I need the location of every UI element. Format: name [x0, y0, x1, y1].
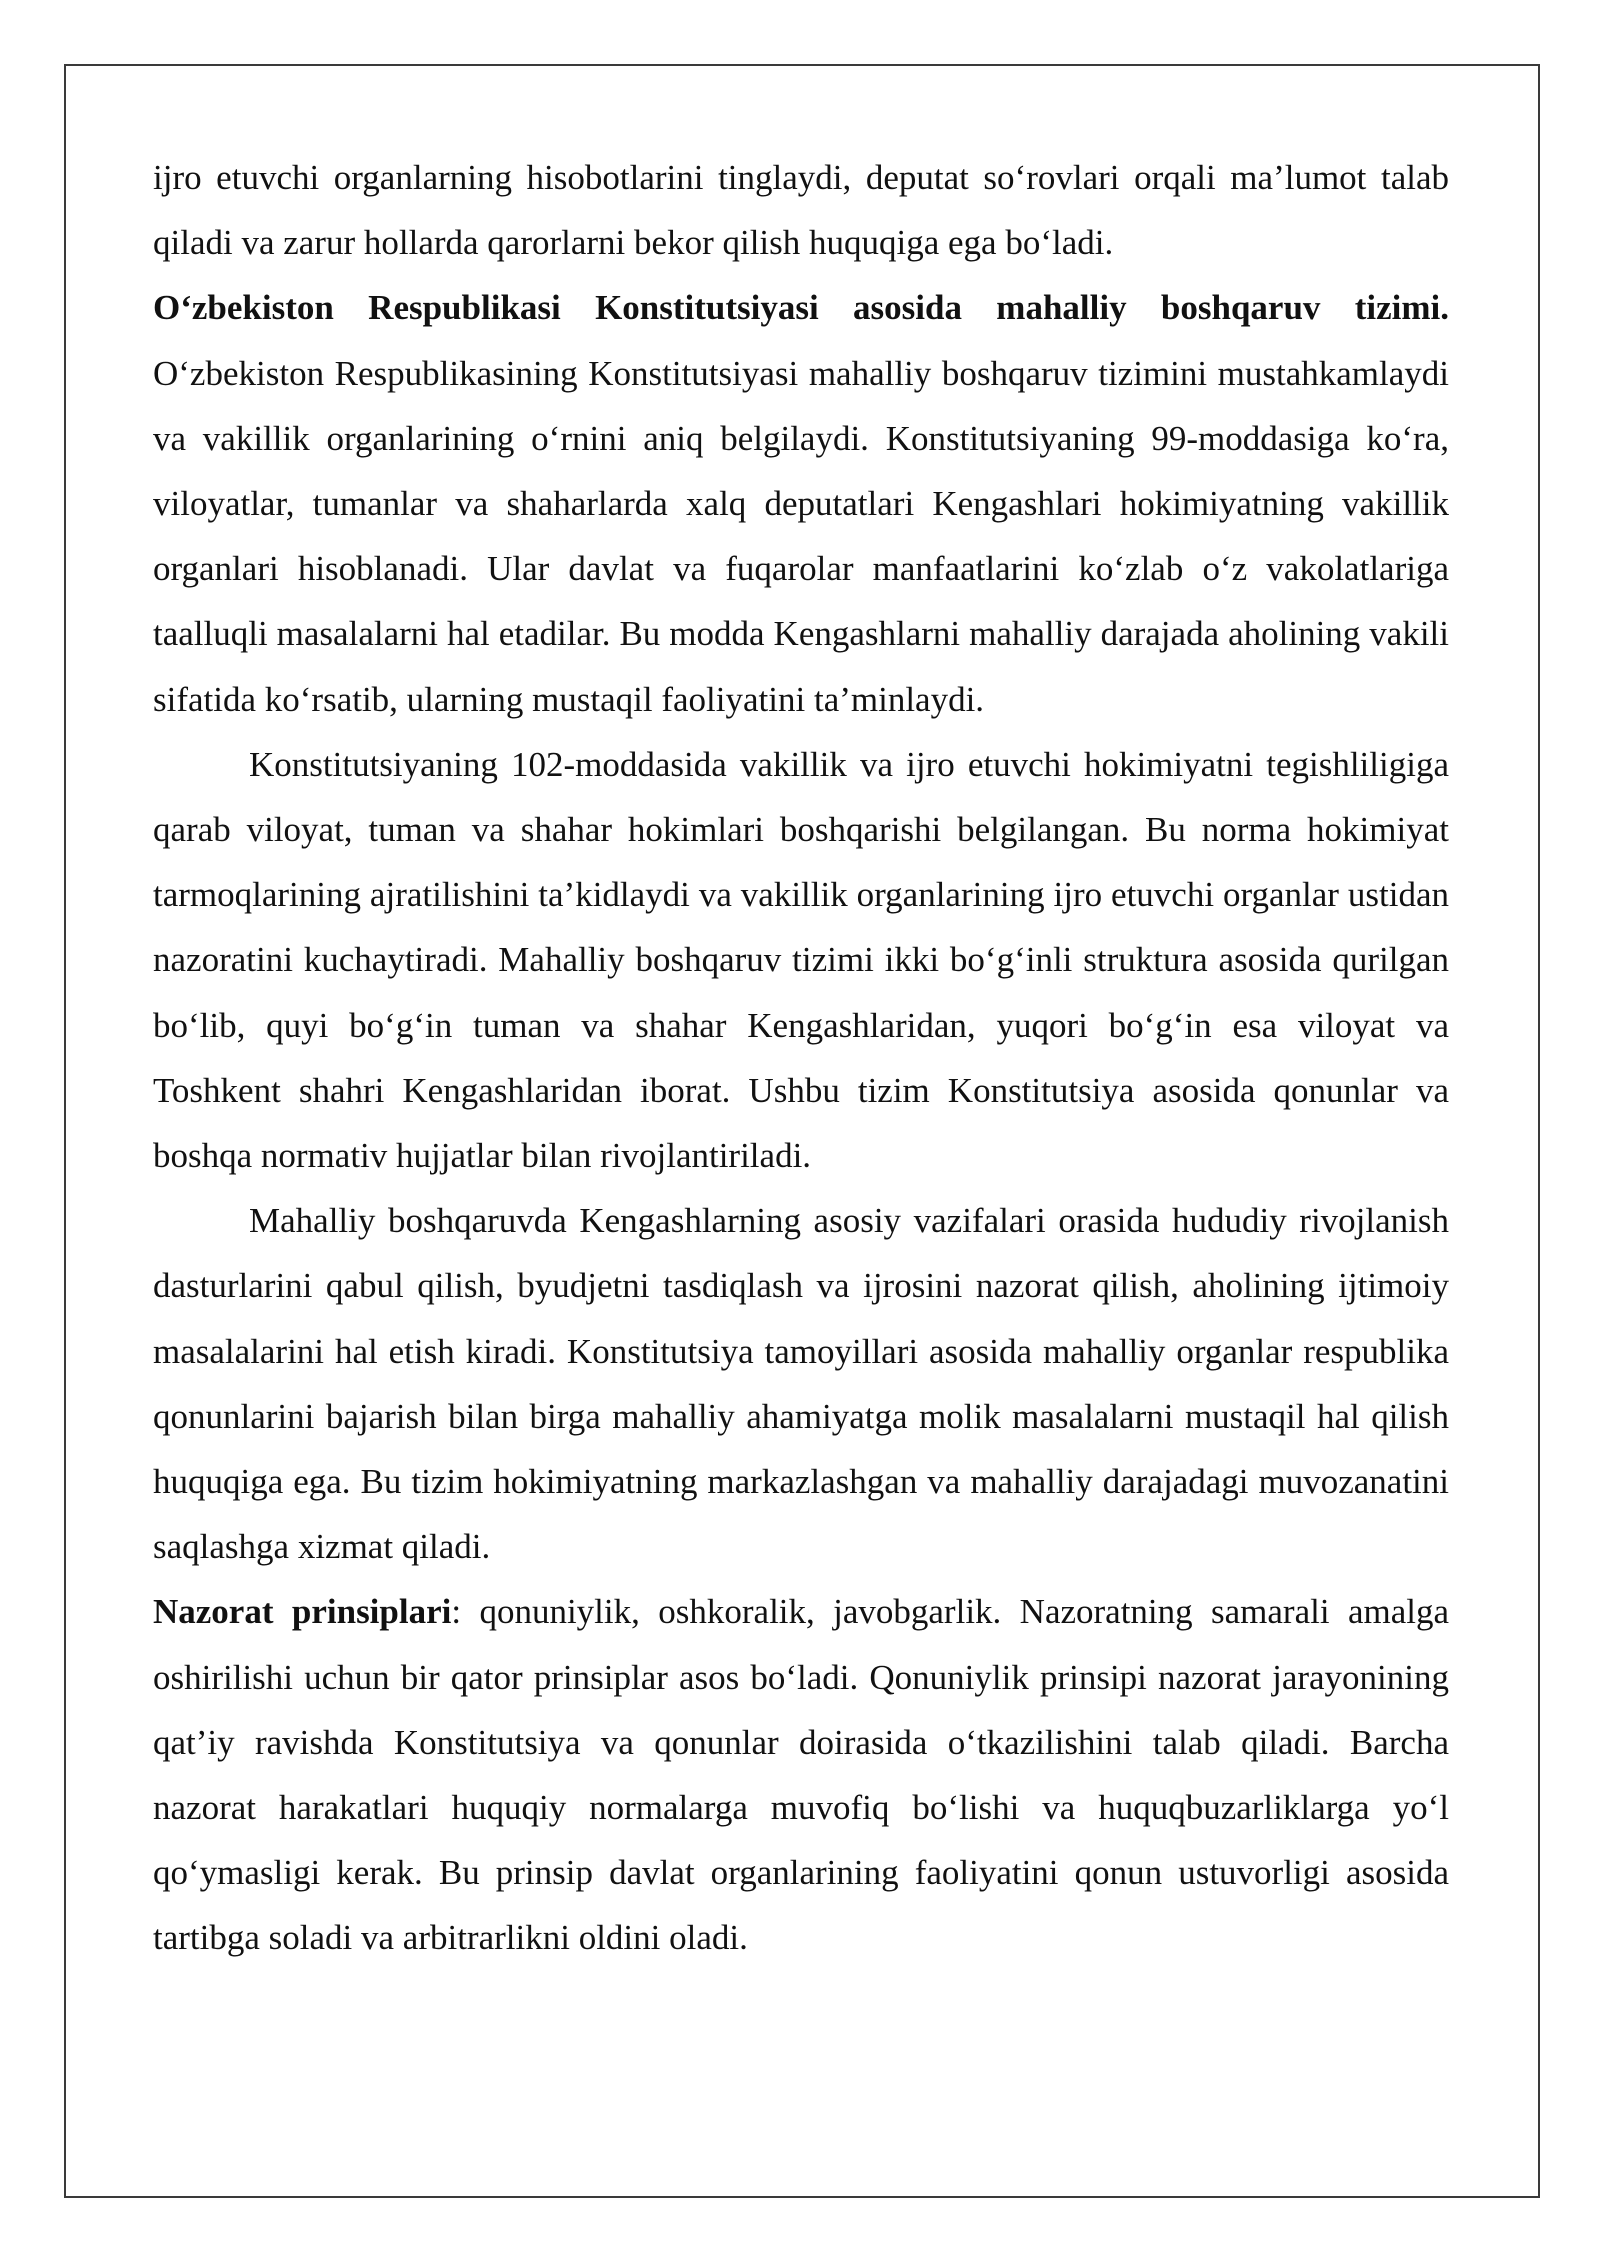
section-heading-local-government: O‘zbekiston Respublikasi Konstitutsiyasi asosida mahalliy boshqaruv tizimi.	[153, 288, 1449, 328]
paragraph-text: Mahalliy boshqaruvda Kengashlarning asosiy vazifalari orasida hududiy rivojlanish dasturlarini qabul qilish, byudjetni tasdiqlash va ijrosini nazorat qilish, aholining ijtimoiy masalalarini hal etish kiradi. Konstitutsiya tamoyillari asosida mahalliy organlar respublika qonunlarini bajarish bilan birga mahalliy ahamiyatga molik masalalarni mustaqil hal qilish huquqiga ega. Bu tizim hokimiyatning markazlashgan va mahalliy darajadagi muvozanatini saqlashga xizmat qiladi.	[153, 1201, 1449, 1567]
paragraph-text: O‘zbekiston Respublikasining Konstitutsiyasi mahalliy boshqaruv tizimini mustahkamlaydi va vakillik organlarining o‘rnini aniq belgilaydi. Konstitutsiyaning 99-moddasiga ko‘ra, viloyatlar, tumanlar va shaharlarda xalq deputatlari Kengashlari hokimiyatning vakillik organlari hisoblanadi. Ular davlat va fuqarolar manfaatlarini ko‘zlab o‘z vakolatlariga taalluqli masalalarni hal etadilar. Bu modda Kengashlarni mahalliy darajada aholining vakili sifatida ko‘rsatib, ularning mustaqil faoliyatini ta’minlaydi.	[153, 353, 1449, 719]
section-heading-control-principles: Nazorat prinsiplari	[153, 1592, 452, 1632]
paragraph-council-tasks	[153, 1188, 1449, 1579]
paragraph-text: : qonuniylik, oshkoralik, javobgarlik. Nazoratning samarali amalga oshirilishi uchun bir qator prinsiplar asos bo‘ladi. Qonuniylik prinsipi nazorat jarayonining qat’iy ravishda Konstitutsiya va qonunlar doirasida o‘tkazilishini talab qiladi. Barcha nazorat harakatlari huquqiy normalarga muvofiq bo‘lishi va huquqbuzarliklarga yo‘l qo‘ymasligi kerak. Bu prinsip davlat organlarining faoliyatini qonun ustuvorligi asosida tartibga soladi va arbitrarlikni oldini oladi.	[153, 1592, 1449, 1958]
paragraph-continuation	[153, 145, 1449, 275]
paragraph-text: ijro etuvchi organlarning hisobotlarini tinglaydi, deputat so‘rovlari orqali ma’lumot talab qiladi va zarur hollarda qarorlarni bekor qilish huquqiga ega bo‘ladi.	[153, 158, 1449, 263]
document-body	[153, 145, 1449, 1971]
paragraph-article-102	[153, 732, 1449, 1188]
paragraph-control-principles	[153, 1579, 1449, 1970]
paragraph-local-government-system	[153, 275, 1449, 731]
paragraph-text: Konstitutsiyaning 102-moddasida vakillik va ijro etuvchi hokimiyatni tegishliligiga qarab viloyat, tuman va shahar hokimlari boshqarishi belgilangan. Bu norma hokimiyat tarmoqlarining ajratilishini ta’kidlaydi va vakillik organlarining ijro etuvchi organlar ustidan nazoratini kuchaytiradi. Mahalliy boshqaruv tizimi ikki bo‘g‘inli struktura asosida qurilgan bo‘lib, quyi bo‘g‘in tuman va shahar Kengashlaridan, yuqori bo‘g‘in esa viloyat va Toshkent shahri Kengashlaridan iborat. Ushbu tizim Konstitutsiya asosida qonunlar va boshqa normativ hujjatlar bilan rivojlantiriladi.	[153, 744, 1449, 1176]
